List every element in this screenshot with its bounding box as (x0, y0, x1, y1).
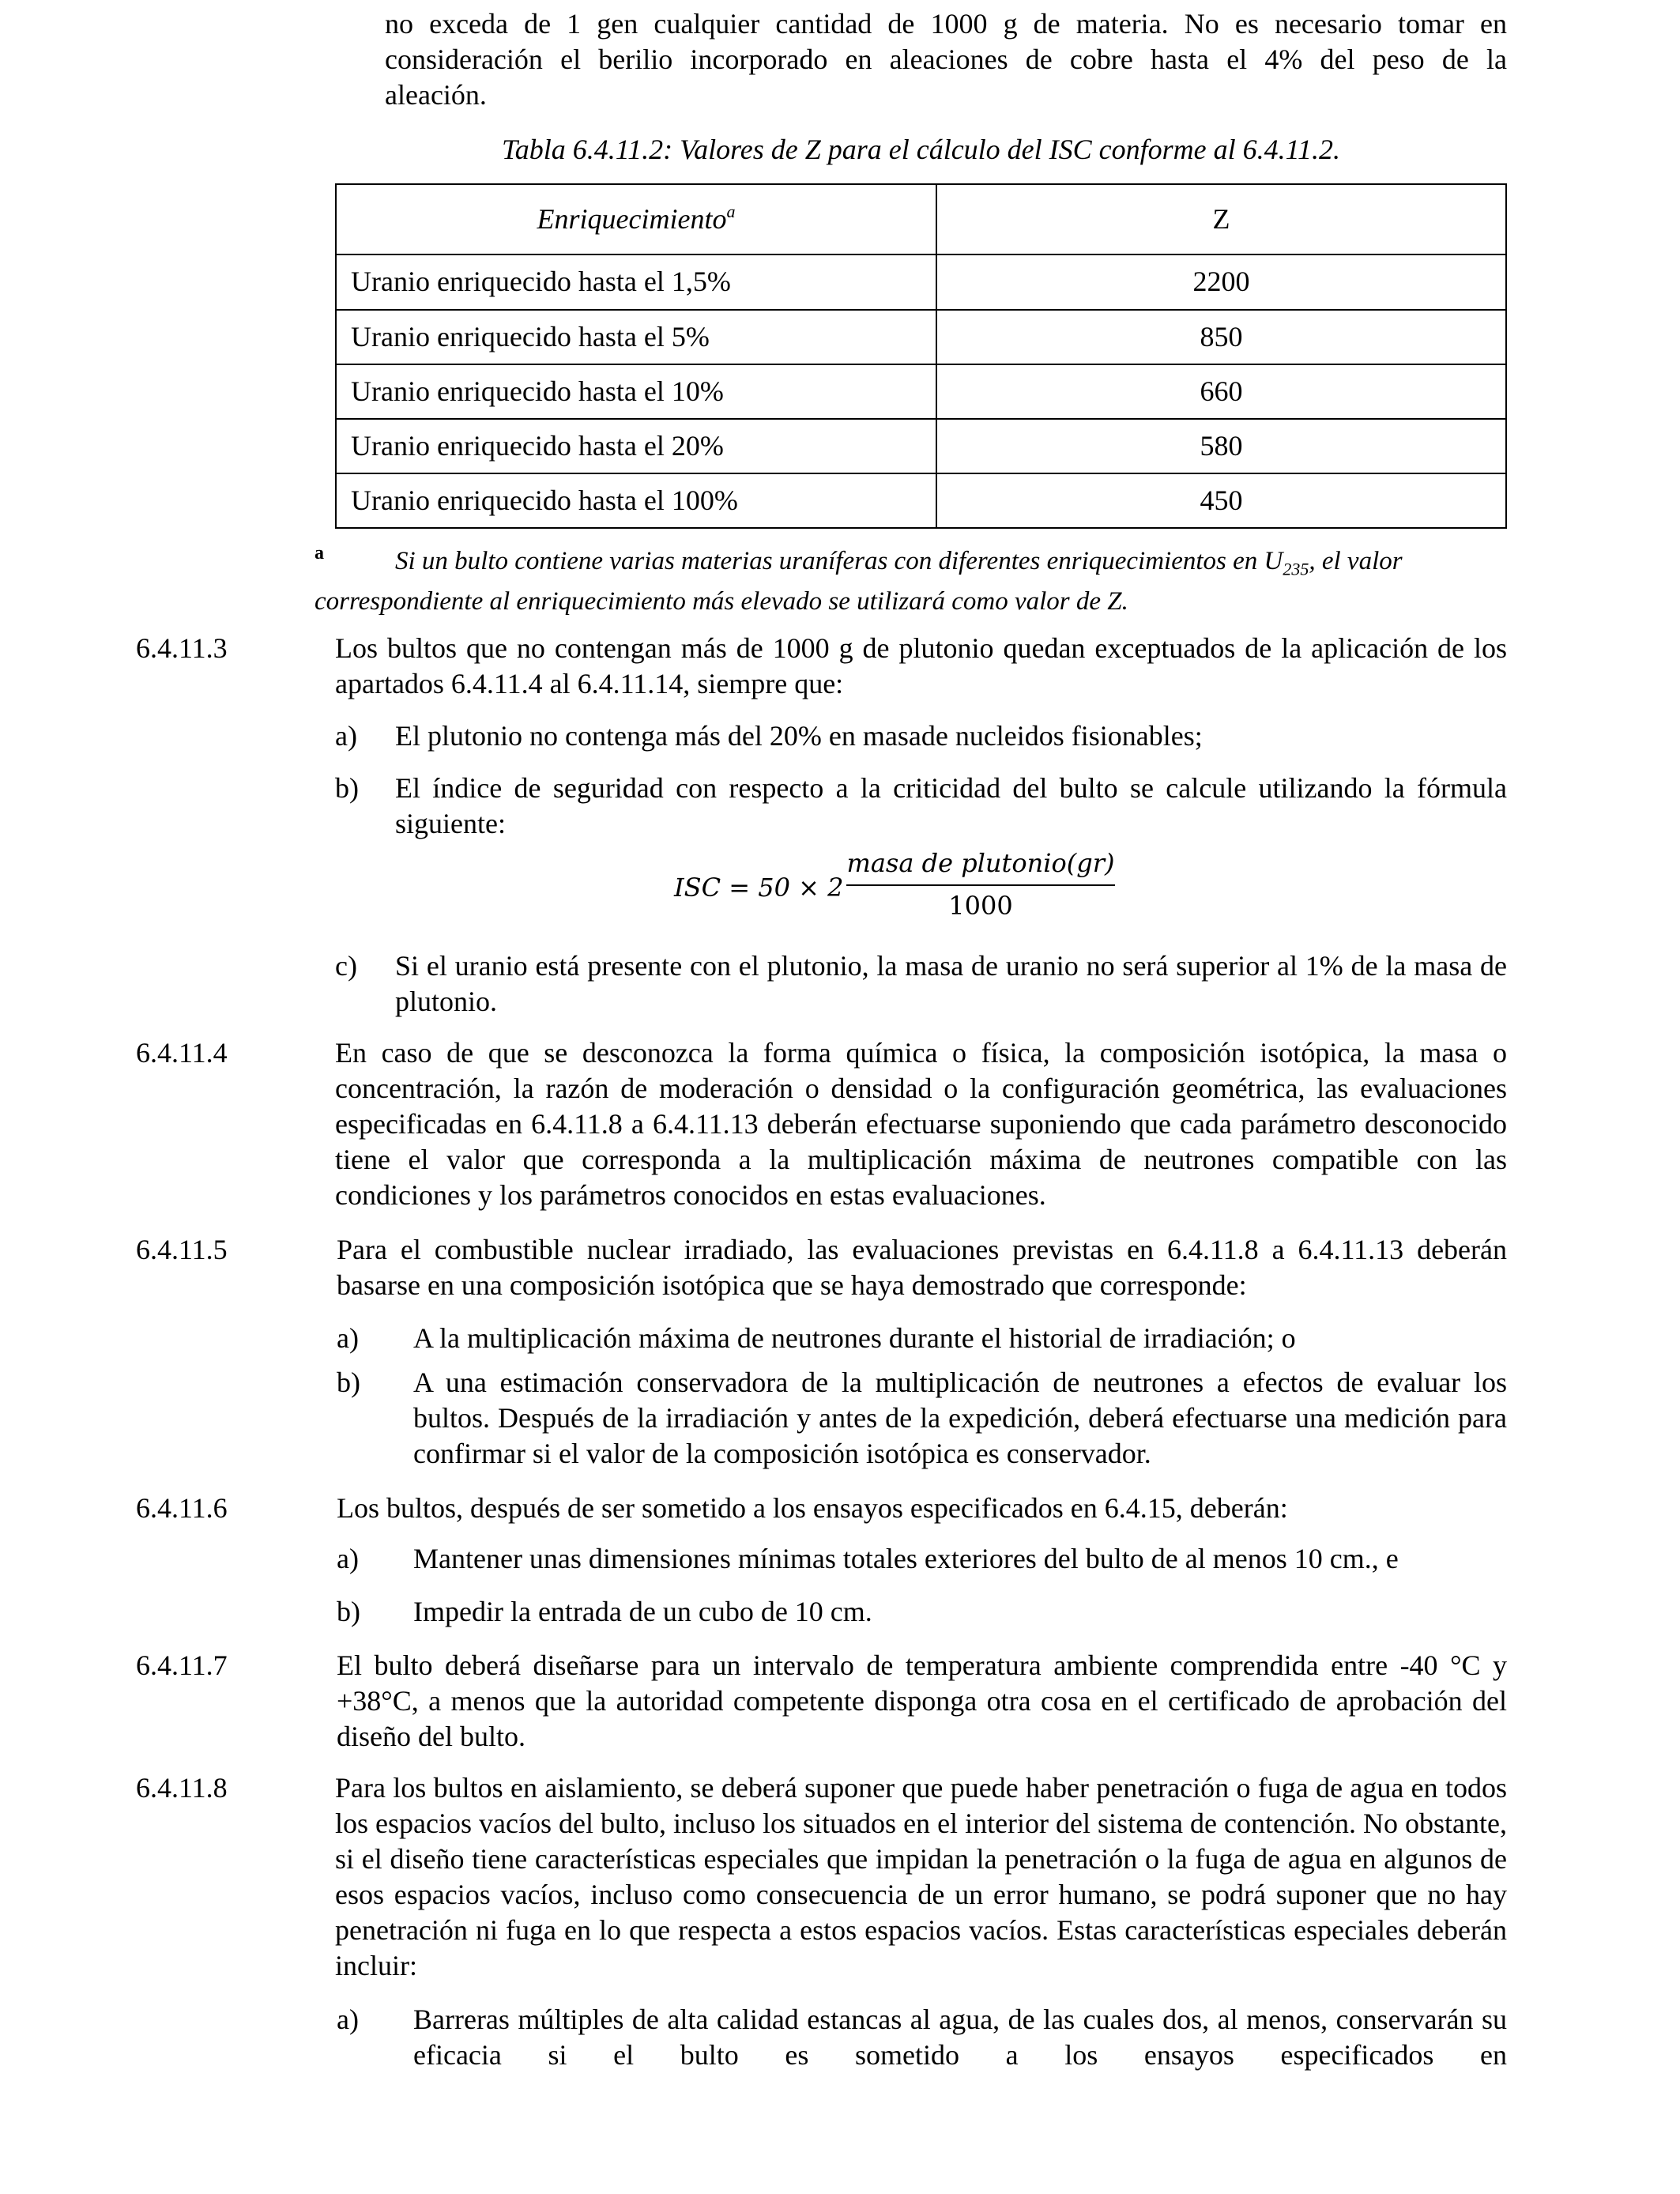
table-caption: Tabla 6.4.11.2: Valores de Z para el cálculo del ISC conforme al 6.4.11.2. (502, 134, 1340, 165)
table-footnote (315, 545, 1508, 617)
section-text: Para los bultos en aislamiento, se deberá suponer que puede haber penetración o fuga de agua en todos los espacios vacíos del bulto, incluso los situados en el interior del sistema de contención. No obstante, si el diseño tiene características especiales que impidan la penetración o la fuga de agua en algunos de esos espacios vacíos, incluso como consecuencia de un error humano, se podrá suponer que no hay penetración ni fuga en lo que respecta a estos espacios vacíos. Estas características especiales deberán incluir: (335, 1772, 1507, 1981)
footnote-line (315, 545, 1508, 586)
footnote-marker: a (315, 543, 324, 564)
list-item-text: A la multiplicación máxima de neutrones durante el historial de irradiación; o (413, 1322, 1296, 1354)
isc-formula (674, 846, 1117, 925)
list-item-text: Si el uranio está presente con el plutonio, la masa de uranio no será superior al 1% de la masa de plutonio. (395, 950, 1507, 1017)
section-number: 6.4.11.5 (136, 1234, 228, 1265)
table-header-z: Z (936, 184, 1506, 254)
table-cell-value: 850 (936, 310, 1506, 364)
intro-line: aleación. (385, 79, 487, 111)
list-item-text: El plutonio no contenga más del 20% en masade nucleidos fisionables; (395, 720, 1203, 752)
list-label: a) (337, 1322, 359, 1354)
table-cell-value: 2200 (936, 254, 1506, 309)
formula-lhs: ISC = 50 × 2 (674, 873, 844, 903)
list-label: c) (335, 950, 357, 982)
table-cell-label: Uranio enriquecido hasta el 100% (336, 473, 936, 528)
list-label: a) (337, 1543, 359, 1574)
formula-denominator: 1000 (948, 891, 1013, 921)
table-header-row (336, 184, 1506, 254)
list-item-text: Mantener unas dimensiones mínimas totales exteriores del bulto de al menos 10 cm., e (413, 1543, 1399, 1574)
list-label: b) (337, 1596, 360, 1627)
footnote-ref: a (726, 202, 736, 222)
list-item-text: Barreras múltiples de alta calidad estancas al agua, de las cuales dos, al menos, conservarán su eficacia si el bulto es sometido a los ensayos especificados en (413, 2004, 1507, 2071)
section-number: 6.4.11.3 (136, 632, 228, 664)
table-row (336, 473, 1506, 528)
footnote-text: , el valor (1309, 547, 1403, 575)
table-cell-value: 660 (936, 364, 1506, 419)
table-cell-label: Uranio enriquecido hasta el 20% (336, 419, 936, 473)
section-text: Los bultos que no contengan más de 1000 g de plutonio quedan exceptuados de la aplicación de los apartados 6.4.11.4 al 6.4.11.14, siempre que: (335, 632, 1507, 699)
intro-line: consideración el berilio incorporado en aleaciones de cobre hasta el 4% del peso de la (385, 43, 1507, 75)
formula-fraction-bar (846, 884, 1115, 886)
table-cell-label: Uranio enriquecido hasta el 1,5% (336, 254, 936, 309)
footnote-line: correspondiente al enriquecimiento más elevado se utilizará como valor de Z. (315, 586, 1128, 616)
table-cell-value: 450 (936, 473, 1506, 528)
section-text: Los bultos, después de ser sometido a los ensayos especificados en 6.4.15, deberán: (337, 1492, 1288, 1524)
list-label: b) (335, 772, 359, 804)
list-label: b) (337, 1367, 360, 1398)
section-number: 6.4.11.4 (136, 1037, 228, 1069)
footnote-text: Si un bulto contiene varias materias uraníferas con diferentes enriquecimientos en U (395, 547, 1283, 575)
section-number: 6.4.11.6 (136, 1492, 228, 1524)
footnote-subscript: 235 (1283, 559, 1309, 579)
table-row (336, 419, 1506, 473)
z-values-table (335, 183, 1507, 529)
list-label: a) (335, 720, 357, 752)
section-text: En caso de que se desconozca la forma química o física, la composición isotópica, la masa o concentración, la razón de moderación o densidad o la configuración geométrica, las evaluaciones especificadas en 6.4.11.8 a 6.4.11.13 deberán efectuarse suponiendo que cada parámetro desconocido tiene el valor que corresponda a la multiplicación máxima de neutrones compatible con las condiciones y los parámetros conocidos en estas evaluaciones. (335, 1037, 1507, 1211)
table-cell-label: Uranio enriquecido hasta el 10% (336, 364, 936, 419)
intro-paragraph (385, 6, 1507, 113)
formula-numerator: masa de plutonio(gr) (846, 848, 1115, 878)
intro-line: no exceda de 1 gen cualquier cantidad de 1000 g de materia. No es necesario tomar en (385, 8, 1507, 40)
table-cell-label: Uranio enriquecido hasta el 5% (336, 310, 936, 364)
section-number: 6.4.11.7 (136, 1649, 228, 1681)
list-item-text: Impedir la entrada de un cubo de 10 cm. (413, 1596, 872, 1627)
table-row (336, 364, 1506, 419)
section-text: Para el combustible nuclear irradiado, las evaluaciones previstas en 6.4.11.8 a 6.4.11.13 deberán basarse en una composición isotópica que se haya demostrado que corresponde: (337, 1234, 1507, 1301)
list-item-text: El índice de seguridad con respecto a la criticidad del bulto se calcule utilizando la fórmula siguiente: (395, 772, 1507, 839)
table-row (336, 254, 1506, 309)
list-label: a) (337, 2004, 359, 2035)
table-header-enriquecimiento (336, 184, 936, 254)
header-label: Enriquecimiento (537, 203, 727, 236)
section-number: 6.4.11.8 (136, 1772, 228, 1804)
list-item-text: A una estimación conservadora de la multiplicación de neutrones a efectos de evaluar los bultos. Después de la irradiación y antes de la expedición, deberá efectuarse una medición para confirmar si el valor de la composición isotópica es conservador. (413, 1367, 1507, 1469)
section-text: El bulto deberá diseñarse para un intervalo de temperatura ambiente comprendida entre -40 °C y +38°C, a menos que la autoridad competente disponga otra cosa en el certificado de aprobación del diseño del bulto. (337, 1649, 1507, 1752)
table-row (336, 310, 1506, 364)
table-cell-value: 580 (936, 419, 1506, 473)
